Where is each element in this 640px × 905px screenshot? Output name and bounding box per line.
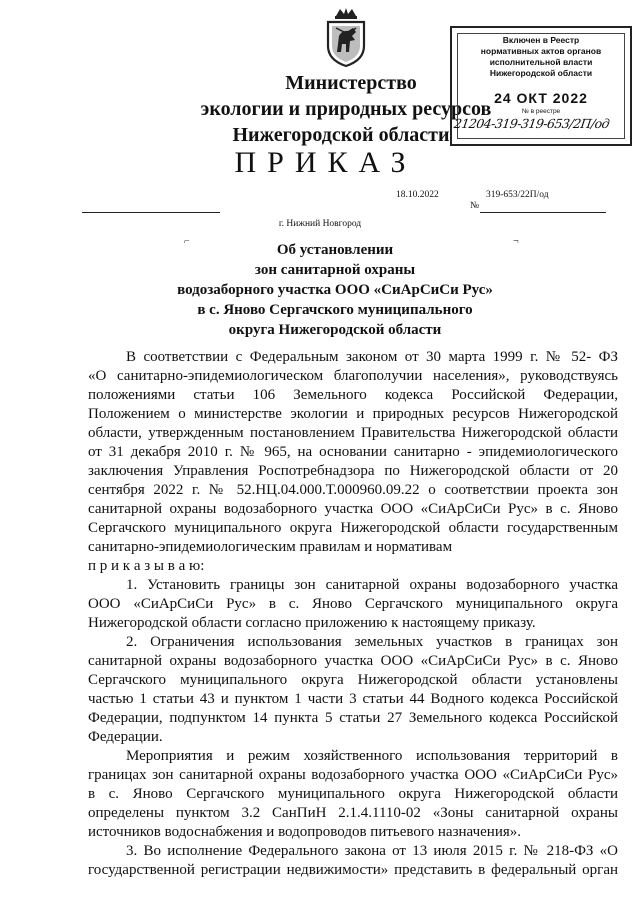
body-line: ООО «СиАрСиСи Рус» в с. Яново Сергачского муниципального округа [88,596,618,612]
body-line: В соответствии с Федеральным законом от 30 марта 1999 г. № 52- ФЗ [126,349,618,365]
body-line: источников водоснабжения и водопроводов питьевого назначения». [88,824,522,840]
document-title: ПРИКАЗ [234,146,417,179]
ministry-name-line-1: Министерство [285,72,417,94]
order-keyword: п р и к а з ы в а ю: [88,558,205,574]
city: г. Нижний Новгород [278,219,362,229]
ministry-name-line-2: экологии и природных ресурсов [200,98,492,120]
ministry-name-line-3: Нижегородской области [232,124,450,146]
heading-line-4: в с. Яново Сергачского муниципального [197,302,473,318]
body-line: Федерации. [88,729,163,745]
body-line: Сергачского муниципального округа Нижегородской области государственным [88,520,618,536]
body-line: частью 1 статьи 43 и пунктом 1 части 3 статьи 44 Водного кодекса Российской [88,691,618,707]
heading-line-5: округа Нижегородской области [228,322,442,338]
body-line: 1. Установить границы зон санитарной охраны водозаборного участка [126,577,618,593]
heading-line-1: Об установлении [276,242,394,258]
stamp-registry-label: № в реестре [521,108,561,115]
coat-of-arms-icon [322,6,370,68]
body-line: определены пунктом 3.2 СанПиН 2.1.4.1110-02 «Зоны санитарной охраны [88,805,618,821]
body-line: «О санитарно-эпидемиологическом благополучии населения», руководствуясь [88,368,618,384]
number-underline [480,212,606,213]
body-line: области, утвержденным постановлением Правительства Нижегородской области [88,425,618,441]
stamp-registry-number: 21204-319-319-653/2П/од [452,116,611,131]
document-number-label: № [470,201,480,211]
stamp-line-1: Включен в Реестр [502,35,580,45]
body-line: заключения Управления Роспотребнадзора по Нижегородской области от 20 [88,463,618,479]
body-line: санитарной охраны водозаборного участка ООО «СиАрСиСи Рус» в с. Яново [88,653,618,669]
body-line: государственной регистрации недвижимости» представить в федеральный орган [88,862,618,878]
corner-mark-left: ⌐ [184,236,190,247]
body-line: границах зон санитарной охраны водозаборного участка ООО «СиАрСиСи Рус» [88,767,618,783]
body-line: 3. Во исполнение Федерального закона от 13 июля 2015 г. № 218-ФЗ «О [126,843,618,859]
stamp-line-3: исполнительной власти [489,57,593,67]
body-line: в с. Яново Сергачского муниципального округа Нижегородской области [88,786,618,802]
stamp-line-4: Нижегородской области [489,68,593,78]
document-date: 18.10.2022 [396,190,439,200]
body-line: Федерации, подпунктом 14 пункта 5 статьи 27 Земельного кодекса Российской [88,710,618,726]
body-line: санитарной охраны водозаборного участка ООО «СиАрСиСи Рус» в с. Яново [88,501,618,517]
corner-mark-right: ¬ [513,236,519,247]
left-underline [82,212,220,213]
body-line: Положением о министерстве экологии и природных ресурсов Нижегородской [88,406,618,422]
body-line: от 31 декабря 2010 г. № 965, на основании санитарно - эпидемиологического [88,444,618,460]
body-line: положениями статьи 106 Земельного кодекса Российской Федерации, [88,387,618,403]
registry-stamp [450,26,632,146]
body-line: санитарно-эпидемиологическим правилам и нормативам [88,539,453,555]
body-line: Мероприятия и режим хозяйственного использования территорий в [126,748,618,764]
stamp-date: 24 ОКТ 2022 [494,90,588,106]
body-line: сентября 2022 г. № 52.НЦ.04.000.Т.000960.09.22 о соответствии проекта зон [88,482,618,498]
stamp-line-2: нормативных актов органов [480,46,602,56]
heading-line-2: зон санитарной охраны [254,262,416,278]
document-number: 319-653/22П/од [486,190,549,200]
body-line: Нижегородской области согласно приложению к настоящему приказу. [88,615,536,631]
heading-line-3: водозаборного участка ООО «СиАрСиСи Рус» [177,282,493,298]
body-line: Сергачского муниципального округа Нижегородской области установлены [88,672,618,688]
body-line: 2. Ограничения использования земельных участков в границах зон [126,634,618,650]
